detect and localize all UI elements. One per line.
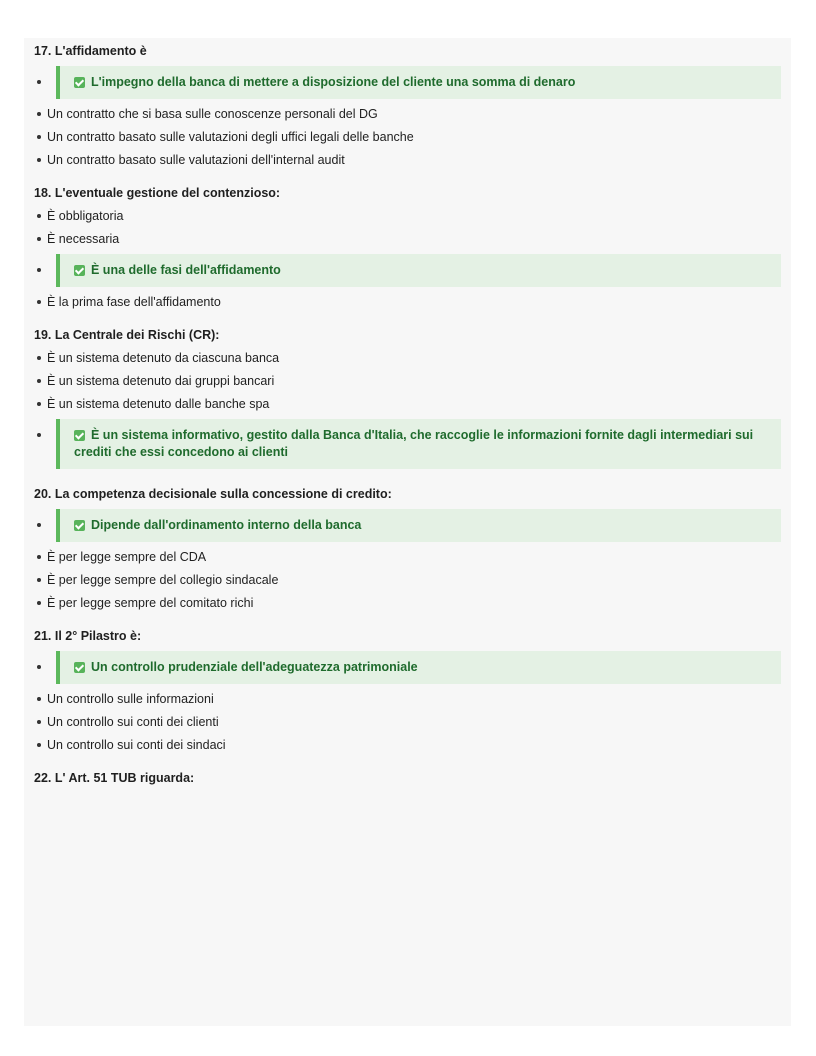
answer-item bbox=[34, 595, 781, 611]
correct-answer-highlight bbox=[56, 254, 781, 287]
correct-answer-item bbox=[34, 254, 781, 287]
question-block bbox=[34, 627, 781, 753]
answer-text: È un sistema informativo, gestito dalla Banca d'Italia, che raccoglie le informazioni fornite dagli intermediari sui crediti che essi concedono ai clienti bbox=[74, 428, 754, 459]
answer-text: È un sistema detenuto dai gruppi bancari bbox=[47, 374, 275, 388]
correct-answer-item bbox=[34, 419, 781, 469]
check-square-icon bbox=[74, 265, 85, 276]
bullet-icon bbox=[37, 402, 41, 406]
answer-item bbox=[34, 737, 781, 753]
bullet-icon bbox=[37, 433, 41, 437]
bullet-icon bbox=[37, 578, 41, 582]
answer-text: È la prima fase dell'affidamento bbox=[47, 295, 221, 309]
bullet-icon bbox=[37, 555, 41, 559]
correct-answer-highlight bbox=[56, 419, 781, 469]
answer-item bbox=[34, 129, 781, 145]
answer-text: Dipende dall'ordinamento interno della banca bbox=[91, 518, 362, 532]
answer-text: È necessaria bbox=[47, 232, 120, 246]
answer-text: È un sistema detenuto da ciascuna banca bbox=[47, 351, 280, 365]
answer-text: È per legge sempre del comitato richi bbox=[47, 596, 254, 610]
correct-answer-item bbox=[34, 651, 781, 684]
bullet-icon bbox=[37, 300, 41, 304]
bullet-icon bbox=[37, 743, 41, 747]
answer-list bbox=[34, 651, 781, 753]
answer-item bbox=[34, 373, 781, 389]
correct-answer-highlight bbox=[56, 509, 781, 542]
question-block bbox=[34, 326, 781, 469]
correct-answer-item bbox=[34, 66, 781, 99]
bullet-icon bbox=[37, 601, 41, 605]
bullet-icon bbox=[37, 379, 41, 383]
question-block bbox=[34, 184, 781, 310]
question-title: 19. La Centrale dei Rischi (CR): bbox=[34, 328, 220, 342]
answer-text: È per legge sempre del CDA bbox=[47, 550, 207, 564]
answer-item bbox=[34, 106, 781, 122]
correct-answer-item bbox=[34, 509, 781, 542]
answer-item bbox=[34, 549, 781, 565]
bullet-icon bbox=[37, 356, 41, 360]
check-square-icon bbox=[74, 662, 85, 673]
answer-item bbox=[34, 231, 781, 247]
question-block bbox=[34, 42, 781, 168]
question-title: 21. Il 2° Pilastro è: bbox=[34, 629, 142, 643]
bullet-icon bbox=[37, 214, 41, 218]
answer-item bbox=[34, 208, 781, 224]
answer-list bbox=[34, 208, 781, 310]
quiz-content bbox=[24, 42, 791, 785]
bullet-icon bbox=[37, 523, 41, 527]
answer-text: È una delle fasi dell'affidamento bbox=[91, 263, 281, 277]
check-square-icon bbox=[74, 430, 85, 441]
question-block bbox=[34, 485, 781, 611]
document-page bbox=[24, 38, 791, 1026]
question-title: 18. L'eventuale gestione del contenzioso: bbox=[34, 186, 281, 200]
bullet-icon bbox=[37, 697, 41, 701]
answer-list bbox=[34, 66, 781, 168]
bullet-icon bbox=[37, 135, 41, 139]
answer-text: Un contratto basato sulle valutazioni degli uffici legali delle banche bbox=[47, 130, 414, 144]
bullet-icon bbox=[37, 665, 41, 669]
answer-list bbox=[34, 350, 781, 469]
answer-item bbox=[34, 714, 781, 730]
bullet-icon bbox=[37, 237, 41, 241]
answer-text: È obbligatoria bbox=[47, 209, 124, 223]
answer-text: L'impegno della banca di mettere a disposizione del cliente una somma di denaro bbox=[91, 75, 576, 89]
question-title: 20. La competenza decisionale sulla concessione di credito: bbox=[34, 487, 392, 501]
answer-item bbox=[34, 152, 781, 168]
answer-item bbox=[34, 691, 781, 707]
answer-text: Un contratto basato sulle valutazioni dell'internal audit bbox=[47, 153, 345, 167]
bullet-icon bbox=[37, 268, 41, 272]
answer-item bbox=[34, 294, 781, 310]
answer-text: Un contratto che si basa sulle conoscenze personali del DG bbox=[47, 107, 378, 121]
question-block bbox=[34, 769, 781, 785]
answer-text: È per legge sempre del collegio sindacale bbox=[47, 573, 279, 587]
answer-text: È un sistema detenuto dalle banche spa bbox=[47, 397, 270, 411]
correct-answer-highlight bbox=[56, 651, 781, 684]
answer-item bbox=[34, 350, 781, 366]
answer-text: Un controllo prudenziale dell'adeguatezza patrimoniale bbox=[91, 660, 418, 674]
bullet-icon bbox=[37, 720, 41, 724]
bullet-icon bbox=[37, 158, 41, 162]
bullet-icon bbox=[37, 80, 41, 84]
answer-item bbox=[34, 572, 781, 588]
question-title: 17. L'affidamento è bbox=[34, 44, 147, 58]
answer-list bbox=[34, 509, 781, 611]
answer-text: Un controllo sui conti dei clienti bbox=[47, 715, 219, 729]
bullet-icon bbox=[37, 112, 41, 116]
check-square-icon bbox=[74, 520, 85, 531]
check-square-icon bbox=[74, 77, 85, 88]
answer-item bbox=[34, 396, 781, 412]
answer-text: Un controllo sulle informazioni bbox=[47, 692, 214, 706]
question-title: 22. L' Art. 51 TUB riguarda: bbox=[34, 771, 195, 785]
answer-text: Un controllo sui conti dei sindaci bbox=[47, 738, 226, 752]
correct-answer-highlight bbox=[56, 66, 781, 99]
